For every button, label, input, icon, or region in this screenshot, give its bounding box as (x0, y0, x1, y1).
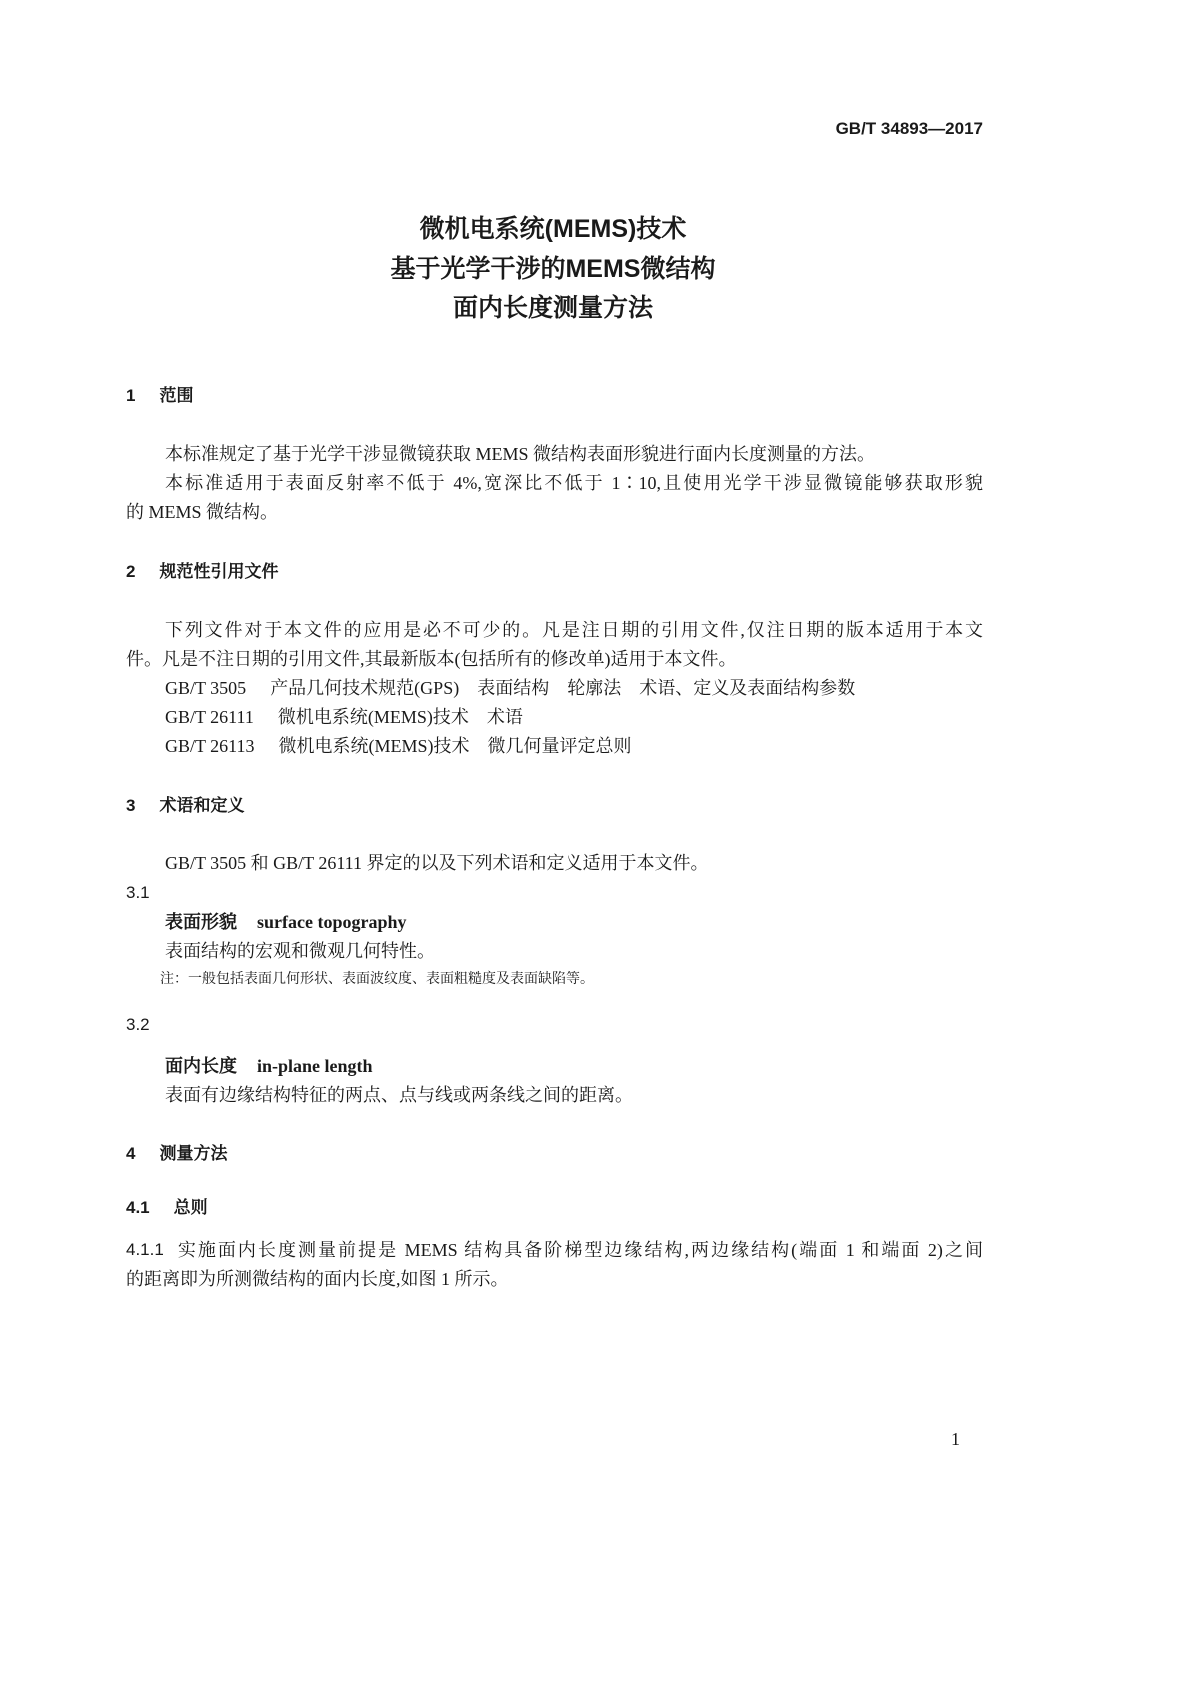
term-zh: 面内长度 (165, 1056, 237, 1076)
paragraph: 的 MEMS 微结构。 (126, 502, 279, 522)
reference-code: GB/T 3505 (165, 678, 247, 698)
term-title (165, 911, 407, 933)
title-line-3: 面内长度测量方法 (452, 294, 653, 322)
title-line-2: 基于光学干涉的MEMS微结构 (390, 255, 716, 283)
section-1-heading (126, 385, 193, 407)
page-number: 1 (951, 1429, 960, 1449)
reference-code: GB/T 26111 (165, 707, 254, 727)
term-definition: 表面有边缘结构特征的两点、点与线或两条线之间的距离。 (165, 1085, 633, 1105)
section-number: 4.1 (126, 1198, 150, 1217)
section-3-heading (126, 795, 244, 817)
section-title: 规范性引用文件 (159, 562, 279, 581)
term-title (165, 1055, 373, 1077)
reference-title: 产品几何技术规范(GPS) 表面结构 轮廓法 术语、定义及表面结构参数 (270, 678, 856, 698)
section-4-heading (126, 1143, 227, 1165)
section-title: 范围 (159, 386, 194, 405)
section-number: 4 (126, 1144, 136, 1163)
term-number: 3.2 (126, 1015, 150, 1034)
term-definition: 表面结构的宏观和微观几何特性。 (165, 941, 435, 961)
reference-title: 微机电系统(MEMS)技术 微几何量评定总则 (278, 736, 632, 756)
reference-title: 微机电系统(MEMS)技术 术语 (277, 707, 523, 727)
reference-item (165, 706, 523, 728)
section-number: 2 (126, 562, 136, 581)
section-title: 术语和定义 (159, 796, 245, 815)
section-2-heading (126, 561, 278, 583)
term-en: in-plane length (257, 1056, 373, 1076)
paragraph: 下列文件对于本文件的应用是必不可少的。凡是注日期的引用文件,仅注日期的版本适用于本文 (165, 620, 983, 640)
section-number: 3 (126, 796, 136, 815)
clause-4-1-1 (126, 1239, 983, 1261)
term-zh: 表面形貌 (165, 912, 237, 932)
term-number: 3.1 (126, 883, 150, 902)
subsection-4-1-heading (126, 1197, 208, 1219)
term-en: surface topography (257, 912, 407, 932)
paragraph: 的距离即为所测微结构的面内长度,如图 1 所示。 (126, 1269, 509, 1289)
reference-item (165, 735, 632, 757)
section-title: 总则 (173, 1198, 208, 1217)
clause-number: 4.1.1 (126, 1240, 164, 1259)
section-title: 测量方法 (159, 1144, 228, 1163)
paragraph: 件。凡是不注日期的引用文件,其最新版本(包括所有的修改单)适用于本文件。 (126, 649, 737, 669)
paragraph: GB/T 3505 和 GB/T 26111 界定的以及下列术语和定义适用于本文件。 (165, 853, 709, 873)
term-note: 注：一般包括表面几何形状、表面波纹度、表面粗糙度及表面缺陷等。 (160, 972, 594, 987)
reference-item (165, 677, 855, 699)
paragraph: 实施面内长度测量前提是 MEMS 结构具备阶梯型边缘结构,两边缘结构(端面 1 和端面 2)之间 (177, 1240, 983, 1260)
title-line-1: 微机电系统(MEMS)技术 (419, 215, 687, 243)
paragraph: 本标准规定了基于光学干涉显微镜获取 MEMS 微结构表面形貌进行面内长度测量的方法。 (165, 444, 876, 464)
paragraph: 本标准适用于表面反射率不低于 4%,宽深比不低于 1∶10,且使用光学干涉显微镜能够获取形貌 (165, 473, 983, 493)
reference-code: GB/T 26113 (165, 736, 255, 756)
standard-number: GB/T 34893—2017 (835, 119, 983, 138)
section-number: 1 (126, 386, 136, 405)
